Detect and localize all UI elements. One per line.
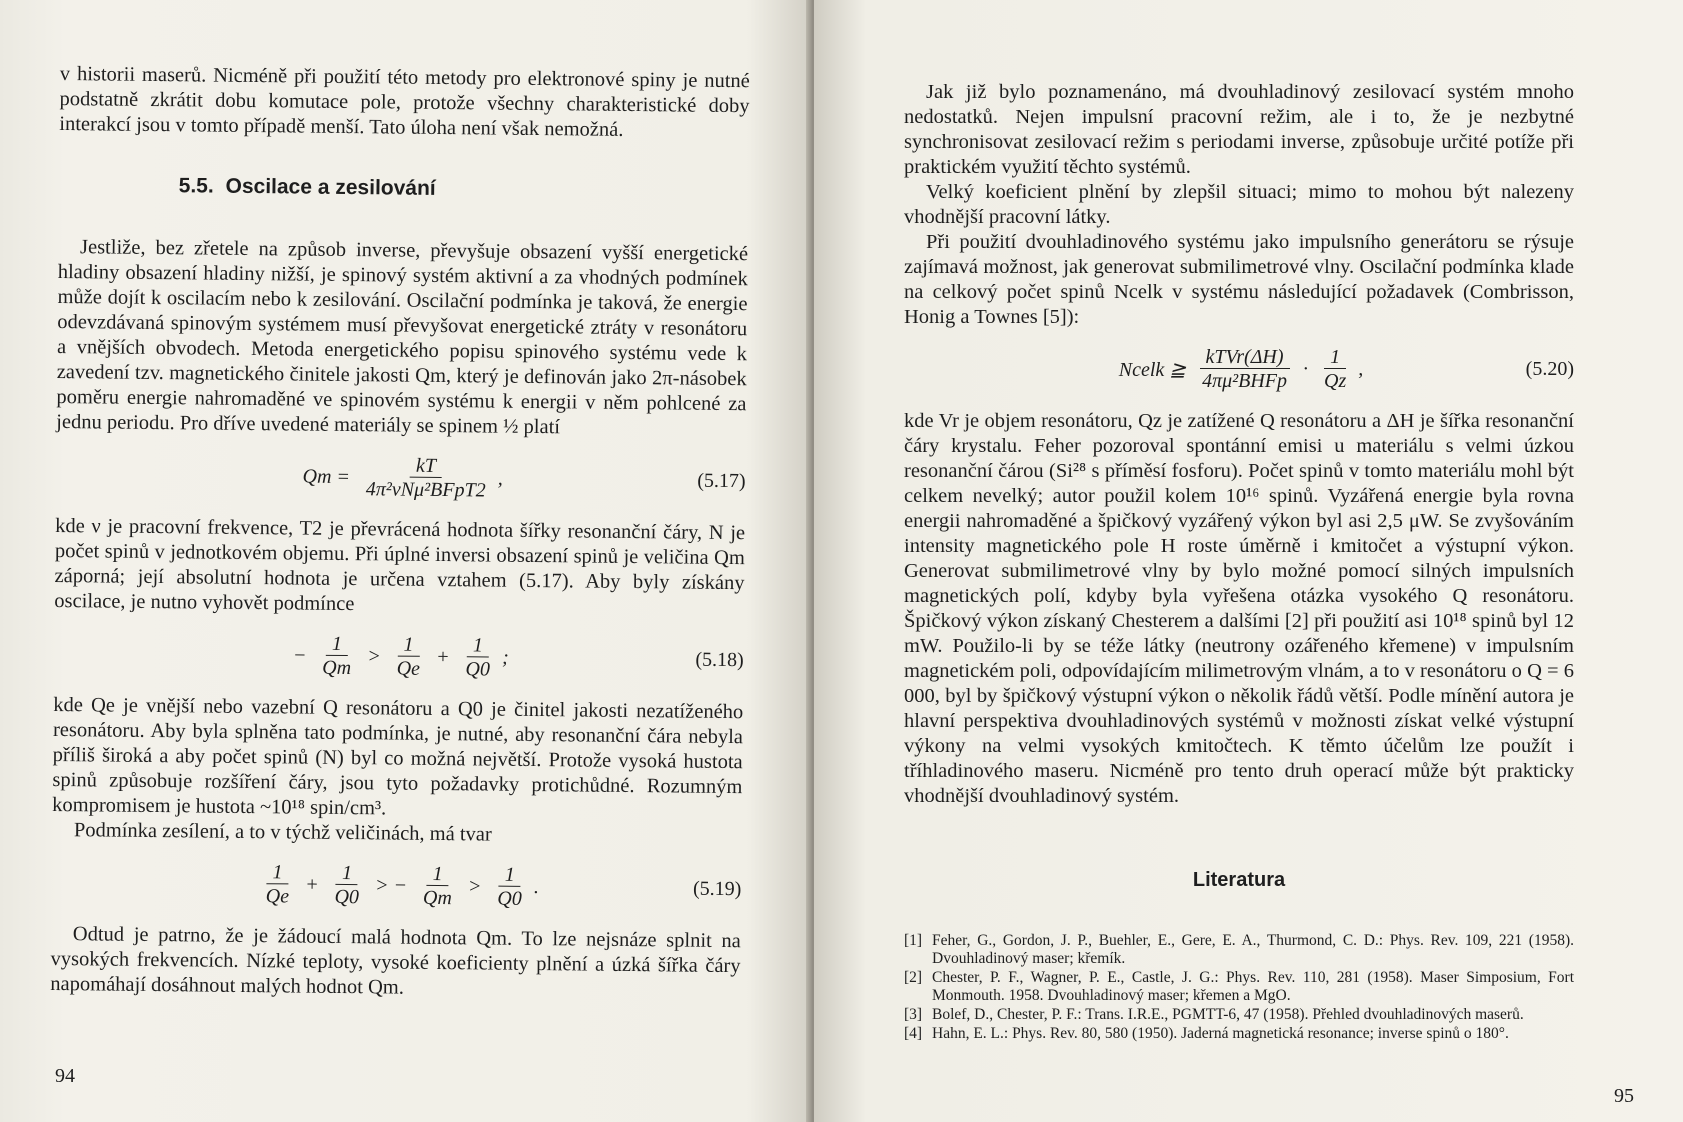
eq18-num-1: 1 xyxy=(326,633,348,656)
eq20-num-2: 1 xyxy=(1324,346,1346,369)
reference-number: [2] xyxy=(904,969,923,986)
eq18-den-2: Qe xyxy=(396,657,421,680)
left-page xyxy=(0,0,812,1122)
reference-item xyxy=(904,1025,1574,1043)
eq20-number: (5.20) xyxy=(1525,358,1574,380)
paragraph-fill-factor: Velký koeficient plnění by zlepšil situaci; mimo to mohou být nalezeny vhodnější pracovní látky. xyxy=(904,181,1574,228)
left-text-column xyxy=(50,62,750,1004)
eq19-den-3: Qm xyxy=(422,886,452,910)
eq20-tail: , xyxy=(1358,358,1364,380)
eq19-number: (5.19) xyxy=(692,877,742,901)
eq19-num-3: 1 xyxy=(427,863,449,886)
page-number-left: 94 xyxy=(55,1065,75,1087)
section-number: 5.5. xyxy=(178,174,214,198)
eq20-lhs: Ncelk ≧ xyxy=(1118,359,1187,381)
equation-5-18 xyxy=(54,630,744,684)
eq19-fraction-1 xyxy=(260,861,296,908)
eq19-den-2: Q0 xyxy=(334,885,360,909)
eq17-tail: , xyxy=(497,467,503,490)
eq18-fraction-1 xyxy=(316,633,357,680)
eq19-tail: . xyxy=(533,876,540,899)
literature-heading: Literatura xyxy=(1192,869,1286,891)
eq19-fraction-2 xyxy=(328,862,365,909)
right-text-column xyxy=(904,80,1574,1044)
paragraph-resonator-q: kde Qe je vnější nebo vazební Q resonátoru a Q0 je činitel jakosti nezatíženého resonátoru. Aby byla splněna tato podmínka, je nutné, aby resonanční čára nebyla příliš široká a aby počet spinů (N) byl co možná největší. Protože vysoká hustota spinů způsobuje rozšíření čáry, jsou tyto požadavky protichůdné. Rozumným kompromisem je hustota ~10¹⁸ spin/cm³. xyxy=(52,693,744,820)
paragraph-amplification-condition: Podmínka zesílení, a to v týchž veličinách, má tvar xyxy=(73,819,492,846)
eq18-number: (5.18) xyxy=(695,648,744,672)
reference-text: Hahn, E. L.: Phys. Rev. 80, 580 (1950). Jaderná magnetická resonance; inverse spinů o 180°. xyxy=(932,1025,1509,1042)
reference-text: Chester, P. F., Wagner, P. E., Castle, J. G.: Phys. Rev. 110, 281 (1958). Maser Simposium, Fort Monmouth. 1958. Dvouhladinový maser; křemen a MgO. xyxy=(932,969,1574,1004)
eq20-dot: · xyxy=(1303,358,1308,380)
eq19-gt: > xyxy=(467,875,482,898)
reference-number: [1] xyxy=(904,932,923,949)
right-page xyxy=(814,0,1683,1122)
section-title: Oscilace a zesilování xyxy=(225,174,436,200)
eq18-gt: > xyxy=(367,645,381,668)
eq19-num-2: 1 xyxy=(336,862,358,885)
eq19-plus: + xyxy=(305,873,319,896)
eq18-fraction-3 xyxy=(459,634,496,681)
reference-item xyxy=(904,1006,1574,1024)
equation-5-19 xyxy=(51,859,741,913)
section-heading xyxy=(179,174,749,204)
eq20-den-2: Qz xyxy=(1324,370,1347,392)
paragraph-oscillation-condition: Jestliže, bez zřetele na způsob inverse, převyšuje obsazení vyšší energetické hladiny obsazení hladiny nižší, je spinový systém aktivní a za vhodných podmínek může dojít k oscilacím nebo k zesilování. Oscilační podmínka je taková, že energie odevzdávaná spinovým systémem musí převyšovat energetické ztráty v resonátoru a vnějších obvodech. Metoda energetického popisu spinového systému vede k zavedení tzv. magnetického činitele jakosti Qm, který je definován jako 2π-násobek poměru energie nahromaděné ve spinovém systému k energii v něm pohlcené za jednu periodu. Pro dříve uvedené materiály se spinem ½ platí xyxy=(56,236,749,439)
eq20-fraction-1 xyxy=(1196,346,1293,393)
paragraph-definitions: kde ν je pracovní frekvence, T2 je převrácená hodnota šířky resonanční čáry, N je počet spinů v jednotkovém objemu. Při úplné inversi obsazení spinů je veličina Qm záporná; její absolutní hodnota je určena vztahem (5.17). Aby byly získány oscilace, je nutno vyhovět podmínce xyxy=(54,514,746,616)
reference-number: [3] xyxy=(904,1006,923,1023)
eq19-num-1: 1 xyxy=(266,861,288,884)
paragraph-feher: kde Vr je objem resonátoru, Qz je zatížené Q resonátoru a ΔH je šířka resonanční čáry krystalu. Feher pozoroval spontánní emisi u materiálu s velmi úzkou resonanční čárou (Si²⁸ s příměsí fosforu). Počet spinů v tomto materiálu mohl být celkem nevelký; autor použil kolem 10¹⁶ spinů. Vyzářená energie byla rovna energii nahromaděné a špičkový vyzářený výkon byl asi 2,5 μW. Se zvyšováním intensity magnetického pole H roste úměrně i kmitočet a výstupní výkon. Generovat submilimetrové vlny by bylo možné pomocí silných impulsních magnetických polí, kdyby byla vyřešena otázka vysokého Q resonátoru. Špičkový výkon získaný Chesterem a dalšími [2] při použití asi 10¹⁸ spinů byl 12 mW. Použilo-li by se téže látky (neutrony ozářeného křemene) v impulsním magnetickém poli, odpovídajícím milimetrovým vlnám, a to v resonátoru o Q = 6 000, byl by špičkový výstupní výkon o několik řádů větší. Podle mínění autora je hlavní perspektiva dvouhladinových systémů v možnosti získat velké výstupní výkony na velmi vysokých kmitočtech. K těmto účelům lze použít i tříhladinového maseru. Nicméně pro tento druh operací může být prakticky vhodnější dvouhladinový systém. xyxy=(904,410,1574,807)
eq19-gt-minus: > − xyxy=(374,874,408,897)
reference-item xyxy=(904,932,1574,968)
eq18-fraction-2 xyxy=(391,633,427,680)
paragraph-disadvantages: Jak již bylo poznamenáno, má dvouhladinový zesilovací systém mnoho nedostatků. Nejen impulsní pracovní režim, ale i to, že je nezbytné synchronisovat zesilovací režim s periodami inverse, způsobuje určité potíže při praktickém využití těchto systémů. xyxy=(904,81,1574,178)
equation-5-17 xyxy=(55,451,745,505)
eq17-lhs: Qm = xyxy=(302,465,351,489)
reference-item xyxy=(904,969,1574,1005)
eq18-num-3: 1 xyxy=(467,634,489,657)
reference-text: Feher, G., Gordon, J. P., Buehler, E., Gere, E. A., Thurmond, C. D.: Phys. Rev. 109, 221 (1958). Dvouhladinový maser; křemík. xyxy=(932,932,1574,967)
page-number-right: 95 xyxy=(1614,1085,1634,1107)
eq19-fraction-4 xyxy=(491,864,528,911)
eq20-fraction-2 xyxy=(1318,346,1352,393)
eq20-num-1: kTVr(ΔH) xyxy=(1200,346,1290,369)
eq18-den-3: Q0 xyxy=(465,658,491,681)
eq19-den-1: Qe xyxy=(265,885,290,908)
eq19-fraction-3 xyxy=(417,863,458,910)
eq19-num-4: 1 xyxy=(499,864,521,887)
eq20-den-1: 4πμ²BHFp xyxy=(1202,370,1287,392)
reference-text: Bolef, D., Chester, P. F.: Trans. I.R.E., PGMTT-6, 47 (1958). Přehled dvouhladinových maserů. xyxy=(932,1006,1524,1023)
paragraph-conclusion: Odtud je patrno, že je žádoucí malá hodnota Qm. To lze nejsnáze splnit na vysokých frekvencích. Nízké teploty, vysoké koeficienty plnění a úzká šířka čáry napomáhají dosáhnout malých hodnot Qm. xyxy=(50,923,741,999)
eq18-num-2: 1 xyxy=(397,634,419,657)
eq17-number: (5.17) xyxy=(697,469,746,493)
eq17-numerator: kT xyxy=(410,455,442,478)
eq18-den-1: Qm xyxy=(322,656,352,680)
eq18-plus: + xyxy=(435,645,450,669)
equation-5-20 xyxy=(904,346,1574,393)
eq19-den-4: Q0 xyxy=(497,887,522,910)
eq18-minus: − xyxy=(292,644,307,667)
eq18-tail: ; xyxy=(501,646,509,669)
eq17-denominator: 4π²νNμ²BFpT2 xyxy=(365,478,486,502)
reference-number: [4] xyxy=(904,1025,923,1042)
paragraph-submillimeter: Při použití dvouhladinového systému jako impulsního generátoru se rýsuje zajímavá možnost, jak generovat submilimetrové vlny. Oscilační podmínka klade na celkový počet spinů Ncelk v systému následující požadavek (Combrisson, Honig a Townes [5]): xyxy=(904,231,1574,328)
eq17-fraction xyxy=(360,454,492,502)
reference-list xyxy=(904,932,1574,1043)
intro-paragraph: v historii maserů. Nicméně při použití této metody pro elektronové spiny je nutné podstatně zkrátit dobu komutace pole, protože všechny charakteristické doby interakcí jsou v tomto případě menší. Tato úloha není však nemožná. xyxy=(59,62,750,141)
